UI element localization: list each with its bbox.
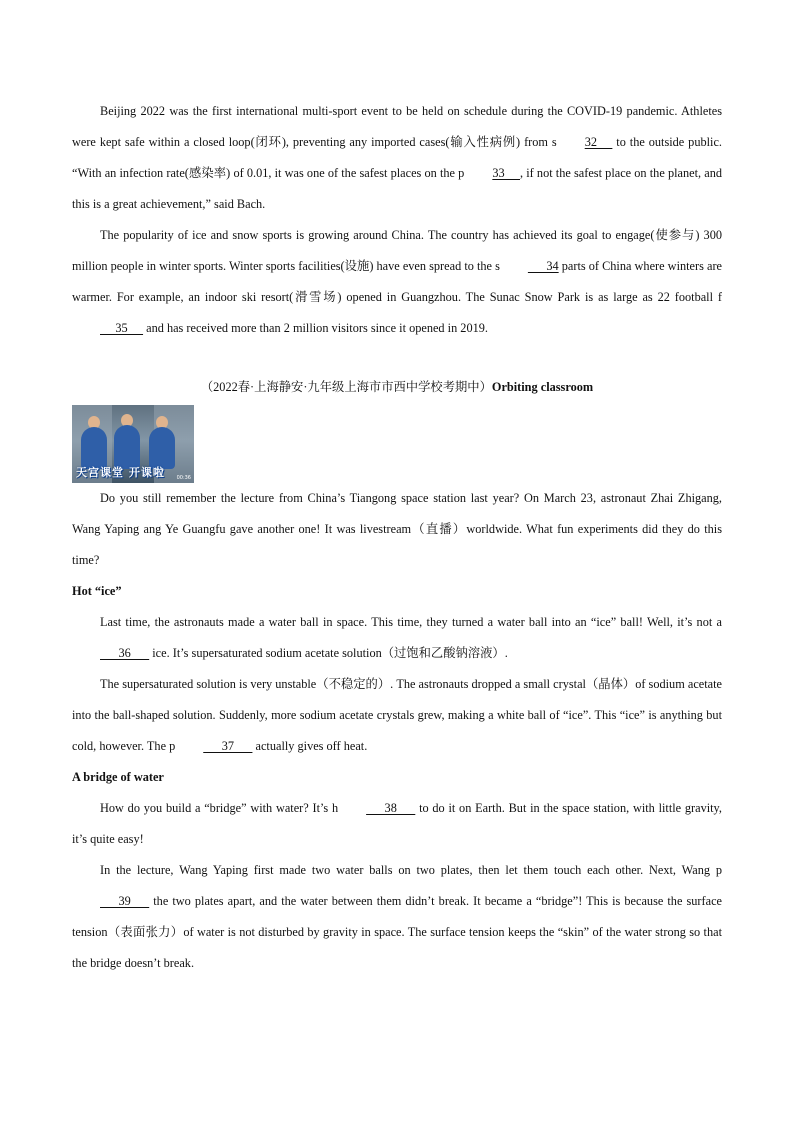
photo-timestamp: 00:36 (176, 475, 191, 481)
passage-heading (72, 372, 722, 403)
text: The supersaturated solution is very unstable（不稳定的）. The astronauts dropped a small crystal（晶体）of sodium acetate into the ball-shaped solution. Suddenly, more sodium acetate crystals grew, making a white ball of “ice”. This “ice” is anything but cold, however. The p (72, 677, 722, 753)
paragraph-surface-tension (72, 855, 722, 979)
subheading-hot-ice: Hot “ice” (72, 584, 122, 598)
paragraph-water-ball (72, 607, 722, 669)
text: The popularity of ice and snow sports is growing around China. The country has achieved its goal to engage(使参与) 300 million people in winter sports. Winter sports facilities(设施) have even spread to the s (72, 228, 722, 273)
text: and has received more than 2 million visitors since it opened in 2019. (143, 321, 488, 335)
text: the two plates apart, and the water between them didn’t break. It became a “bridge”! This is because the surface tension（表面张力）of water is not disturbed by gravity in space. The surface tension keeps the “skin” of the water strong so that the bridge doesn’t break. (72, 894, 722, 970)
blank-36: 36 (100, 646, 150, 660)
paragraph-intro: Do you still remember the lecture from China’s Tiangong space station last year? On March 23, astronaut Zhai Zhigang, Wang Yaping ang Ye Guangfu gave another one! It was livestream（直播）worldwide. What fun experiments did they do this time? (72, 491, 722, 567)
astronauts-photo (72, 405, 194, 483)
paragraph-beijing-2022 (72, 96, 722, 220)
text: , if not the safest place on the planet, and this is a great achievement,” said Bach. (72, 166, 722, 211)
source-label: （2022春·上海静安·九年级上海市市西中学校考期中） (200, 380, 492, 394)
text: Last time, the astronauts made a water ball in space. This time, they turned a water ball into an “ice” ball! Well, it’s not a (100, 615, 722, 629)
text: ice. It’s supersaturated sodium acetate solution（过饱和乙酸钠溶液）. (149, 646, 508, 660)
text: Beijing 2022 was the first international multi-sport event to be held on schedule during the COVID-19 pandemic. Athletes were kept safe within a closed loop(闭环), preventing any imported cases(输入性病例) from s (72, 104, 722, 149)
blank-33: 33 (492, 166, 520, 180)
passage-title: Orbiting classroom (491, 380, 594, 394)
text: In the lecture, Wang Yaping first made two water balls on two plates, then let them touch each other. Next, Wang p (100, 863, 722, 877)
text: How do you build a “bridge” with water? It’s h (100, 801, 339, 815)
blank-35: 35 (100, 321, 144, 335)
paragraph-winter-sports (72, 220, 722, 344)
text: actually gives off heat. (252, 739, 368, 753)
blank-39: 39 (100, 894, 150, 908)
paragraph-bridge-question (72, 793, 722, 855)
blank-38: 38 (366, 801, 416, 815)
paragraph-crystal (72, 669, 722, 762)
photo-caption: 天宫课堂 开课啦 (76, 466, 165, 479)
text: to do it on Earth. But in the space station, with little gravity, it’s quite easy! (72, 801, 722, 846)
blank-34: 34 (527, 259, 559, 273)
subheading-bridge: A bridge of water (72, 770, 164, 784)
blank-32: 32 (584, 135, 613, 149)
blank-37: 37 (203, 739, 253, 753)
document-page (72, 96, 722, 979)
text: parts of China where winters are warmer. For example, an indoor ski resort(滑雪场) opened in Guangzhou. The Sunac Snow Park is as large as 22 football f (72, 259, 722, 304)
text: to the outside public. “With an infection rate(感染率) of 0.01, it was one of the safest places on the p (72, 135, 722, 180)
